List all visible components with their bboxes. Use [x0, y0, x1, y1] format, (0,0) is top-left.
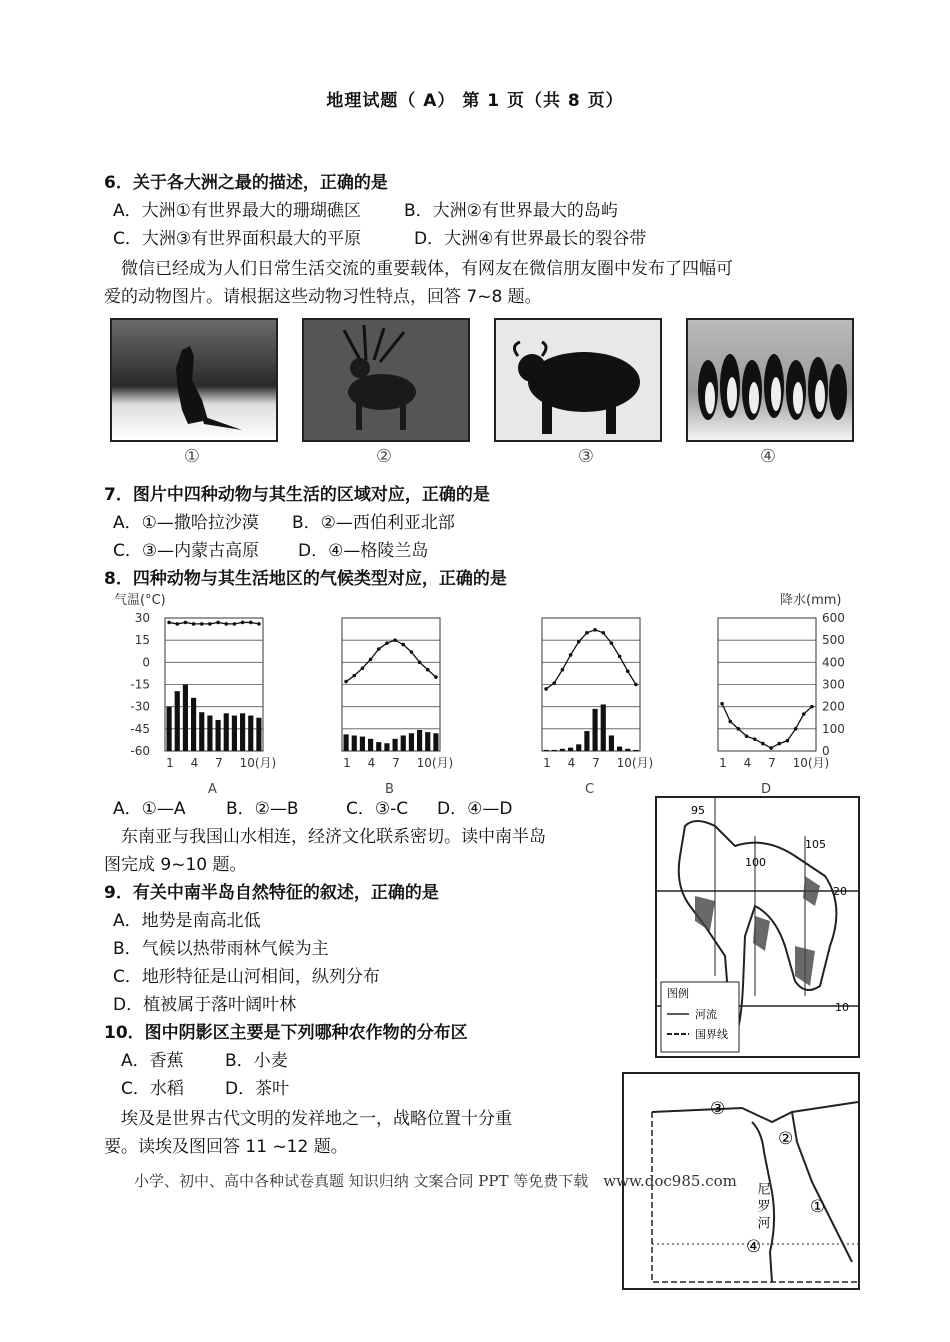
intro-7-8-line1: 微信已经成为人们日常生活交流的重要载体，有网友在微信朋友圈中发布了四幅可 — [121, 259, 733, 279]
question-6-option-a: A．大洲①有世界最大的珊瑚礁区 — [113, 201, 361, 221]
temperature-point — [794, 727, 798, 731]
precip-bar — [344, 734, 349, 751]
temp-tick-label: -30 — [130, 699, 150, 714]
temperature-point — [634, 683, 638, 687]
question-8-option-d: D．④—D — [437, 799, 513, 819]
temperature-line — [346, 640, 436, 681]
temperature-point — [561, 668, 565, 672]
intro-11-12-line2: 要。读埃及图回答 11 ~12 题。 — [104, 1137, 348, 1157]
page-title: 地理试题（ A） 第 1 页（共 8 页） — [326, 91, 624, 111]
temperature-point — [810, 705, 814, 709]
month-tick-label: 1 — [543, 756, 551, 770]
reindeer-icon — [304, 320, 468, 440]
temperature-point — [569, 653, 573, 657]
month-tick-label: 4 — [567, 756, 576, 770]
temperature-point — [257, 622, 261, 626]
photo-yak — [494, 318, 662, 442]
precip-bar — [232, 716, 237, 751]
month-tick-label: 7 — [768, 756, 776, 770]
temperature-point — [802, 712, 806, 716]
precip-bar — [552, 750, 557, 751]
month-tick-label: 4 — [367, 756, 376, 770]
precip-bar — [393, 739, 398, 751]
month-tick-label: 1 — [166, 756, 174, 770]
precip-bar — [617, 747, 622, 751]
temperature-point — [249, 621, 253, 625]
climate-chart-label: A — [208, 782, 217, 797]
temperature-point — [434, 675, 438, 679]
question-9-option-d: D．植被属于落叶阔叶林 — [113, 995, 297, 1015]
month-tick-label: 10(月) — [792, 756, 830, 770]
temperature-point — [361, 666, 365, 670]
intro-11-12-line1: 埃及是世界古代文明的发祥地之一，战略位置十分重 — [121, 1109, 512, 1129]
question-7-option-b: B．②—西伯利亚北部 — [292, 513, 455, 533]
temperature-point — [401, 643, 405, 647]
question-8-option-a: A．①—A — [113, 799, 186, 819]
precip-bar — [248, 716, 253, 751]
temperature-point — [192, 622, 196, 626]
precip-bar — [560, 749, 565, 751]
temperature-line — [722, 704, 812, 748]
temperature-point — [344, 680, 348, 684]
question-9-stem: 9．有关中南半岛自然特征的叙述，正确的是 — [104, 883, 439, 903]
precip-bar — [360, 737, 365, 751]
question-8-stem: 8．四种动物与其生活地区的气候类型对应，正确的是 — [104, 569, 507, 589]
lon-label-95: 95 — [691, 804, 705, 817]
temp-tick-label: 30 — [134, 611, 150, 625]
climate-chart-label: C — [585, 782, 595, 797]
egypt-marker-2: ② — [778, 1129, 794, 1149]
precip-bar — [207, 716, 212, 751]
precip-bar — [368, 739, 373, 751]
temperature-point — [769, 746, 773, 750]
temperature-point — [393, 638, 397, 642]
temperature-point — [216, 621, 220, 625]
question-7-option-c: C．③—内蒙古高原 — [113, 541, 260, 561]
temperature-point — [610, 641, 614, 645]
precip-bar — [425, 732, 430, 751]
climate-chart-D — [718, 618, 829, 797]
temperature-point — [745, 734, 749, 738]
lon-label-105: 105 — [805, 838, 826, 851]
temperature-point — [544, 687, 548, 691]
egypt-marker-4: ④ — [746, 1237, 762, 1257]
climate-chart-label: B — [385, 782, 394, 797]
legend-border: 国界线 — [695, 1028, 728, 1041]
legend-river: 河流 — [695, 1008, 717, 1021]
precip-tick-label: 0 — [822, 744, 830, 758]
temperature-point — [761, 742, 765, 746]
precip-bar — [625, 749, 630, 751]
question-9-option-a: A．地势是南高北低 — [113, 911, 261, 931]
temperature-point — [208, 622, 212, 626]
intro-7-8-line2: 爱的动物图片。请根据这些动物习性特点，回答 7~8 题。 — [104, 287, 542, 307]
precip-bar — [584, 731, 589, 751]
climate-charts — [110, 586, 855, 798]
temperature-line — [169, 622, 259, 623]
question-6-stem: 6．关于各大洲之最的描述，正确的是 — [104, 173, 388, 193]
temperature-point — [385, 641, 389, 645]
question-8-option-c: C．③-C — [346, 799, 409, 819]
month-tick-label: 4 — [190, 756, 199, 770]
legend-title: 图例 — [667, 987, 689, 1000]
temp-tick-label: -45 — [130, 721, 150, 736]
precip-bar — [183, 685, 188, 752]
precip-tick-label: 400 — [822, 655, 845, 670]
climate-chart-label: D — [761, 782, 772, 797]
month-tick-label: 1 — [719, 756, 727, 770]
photo-caption-4: ④ — [759, 446, 777, 467]
precip-bar — [609, 735, 614, 751]
temperature-point — [233, 622, 237, 626]
photo-penguins — [686, 318, 854, 442]
question-10-option-b: B．小麦 — [225, 1051, 288, 1071]
precip-bar — [167, 707, 172, 751]
intro-9-10-line2: 图完成 9~10 题。 — [104, 855, 247, 875]
question-8-option-b: B．②—B — [226, 799, 299, 819]
temperature-point — [626, 669, 630, 673]
temperature-point — [426, 668, 430, 672]
precip-bar — [633, 750, 638, 751]
temp-tick-label: -60 — [130, 744, 150, 758]
precip-bar — [216, 720, 221, 751]
precip-tick-label: 200 — [822, 699, 845, 714]
month-tick-label: 10(月) — [416, 756, 454, 770]
temperature-point — [552, 681, 556, 685]
photo-reindeer — [302, 318, 470, 442]
precip-bar — [401, 735, 406, 751]
temperature-point — [618, 655, 622, 659]
climate-chart-A — [165, 618, 276, 797]
precip-bar — [544, 750, 549, 751]
temperature-point — [200, 622, 204, 626]
temperature-point — [720, 702, 724, 706]
month-tick-label: 4 — [743, 756, 752, 770]
temperature-point — [753, 737, 757, 741]
question-6-option-d: D．大洲④有世界最长的裂谷带 — [414, 229, 647, 249]
precip-tick-label: 100 — [822, 721, 845, 736]
egypt-marker-3: ③ — [710, 1099, 726, 1119]
nile-river-label: 尼 罗 河 — [754, 1182, 770, 1230]
question-9-option-b: B．气候以热带雨林气候为主 — [113, 939, 329, 959]
precip-bar — [433, 733, 438, 751]
temperature-point — [577, 640, 581, 644]
temperature-point — [352, 674, 356, 678]
precip-bar — [568, 748, 573, 751]
question-10-stem: 10．图中阴影区主要是下列哪种农作物的分布区 — [104, 1023, 468, 1043]
temperature-point — [728, 720, 732, 724]
month-tick-label: 7 — [592, 756, 600, 770]
precip-bar — [384, 743, 389, 751]
month-tick-label: 7 — [392, 756, 400, 770]
temperature-point — [418, 661, 422, 665]
temperature-point — [410, 650, 414, 654]
precip-bar — [199, 712, 204, 751]
egypt-marker-1: ① — [810, 1197, 826, 1217]
question-7-stem: 7．图片中四种动物与其生活的区域对应，正确的是 — [104, 485, 490, 505]
month-tick-label: 10(月) — [239, 756, 277, 770]
question-6-option-b: B．大洲②有世界最大的岛屿 — [404, 201, 618, 221]
precip-bar — [576, 744, 581, 751]
precip-tick-label: 500 — [822, 633, 845, 648]
precip-axis-label: 降水(mm) — [780, 593, 842, 608]
temperature-point — [786, 739, 790, 743]
intro-9-10-line1: 东南亚与我国山水相连，经济文化联系密切。读中南半岛 — [121, 827, 546, 847]
photo-caption-2: ② — [375, 446, 393, 467]
climate-chart-B — [342, 618, 453, 797]
temperature-point — [601, 631, 605, 635]
temperature-line — [546, 630, 636, 689]
indochina-map — [655, 796, 860, 1058]
month-tick-label: 10(月) — [616, 756, 654, 770]
temperature-point — [369, 658, 373, 662]
temperature-point — [777, 742, 781, 746]
precip-bar — [409, 733, 414, 751]
photo-kangaroo — [110, 318, 278, 442]
photo-caption-3: ③ — [577, 446, 595, 467]
lon-label-100: 100 — [745, 856, 766, 869]
question-7-option-d: D．④—格陵兰岛 — [298, 541, 429, 561]
temperature-point — [593, 628, 597, 632]
temperature-point — [224, 622, 228, 626]
photo-caption-1: ① — [183, 446, 201, 467]
precip-bar — [601, 704, 606, 751]
penguin-icon — [688, 320, 852, 440]
precip-bar — [224, 713, 229, 751]
precip-tick-label: 300 — [822, 677, 845, 692]
precip-bar — [240, 713, 245, 751]
precip-bar — [352, 735, 357, 751]
climate-chart-C — [542, 618, 653, 797]
yak-icon — [496, 320, 660, 440]
temperature-point — [241, 621, 245, 625]
question-10-option-c: C．水稻 — [121, 1079, 184, 1099]
temp-axis-label: 气温(°C) — [114, 593, 166, 608]
temp-tick-label: 15 — [134, 633, 150, 648]
precip-bar — [417, 730, 422, 751]
question-9-option-c: C．地形特征是山河相间，纵列分布 — [113, 967, 380, 987]
temperature-point — [175, 622, 179, 626]
temperature-point — [585, 631, 589, 635]
kangaroo-icon — [112, 320, 276, 440]
question-7-option-a: A．①—撒哈拉沙漠 — [113, 513, 259, 533]
precip-bar — [256, 718, 261, 751]
precip-tick-label: 600 — [822, 611, 845, 625]
temp-tick-label: -15 — [130, 677, 150, 692]
temperature-point — [377, 647, 381, 651]
lat-label-10: 10 — [835, 1001, 849, 1014]
question-6-option-c: C．大洲③有世界面积最大的平原 — [113, 229, 362, 249]
temp-tick-label: 0 — [142, 655, 150, 670]
precip-bar — [175, 691, 180, 751]
precip-bar — [191, 698, 196, 751]
month-tick-label: 1 — [343, 756, 351, 770]
question-10-option-a: A．香蕉 — [121, 1051, 184, 1071]
lat-label-20: 20 — [833, 885, 847, 898]
precip-bar — [593, 709, 598, 751]
temperature-point — [737, 727, 741, 731]
question-10-option-d: D．茶叶 — [225, 1079, 290, 1099]
temperature-point — [184, 621, 188, 625]
footer-text: 小学、初中、高中各种试卷真题 知识归纳 文案合同 PPT 等免费下载 www.doc985.com — [134, 1172, 737, 1190]
month-tick-label: 7 — [215, 756, 223, 770]
temperature-point — [167, 621, 171, 625]
precip-bar — [376, 742, 381, 751]
